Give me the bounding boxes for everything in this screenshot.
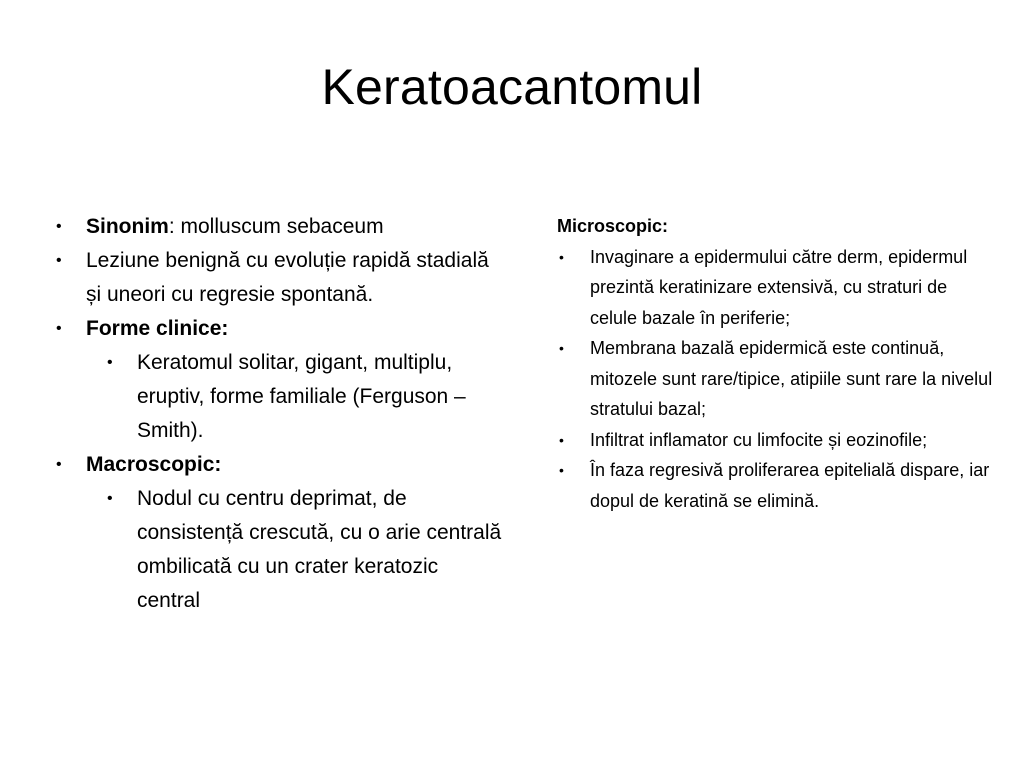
right-bullet-list (557, 211, 997, 516)
microscopic-text: Invaginare a epidermului către derm, epidermul prezintă keratinizare extensivă, cu straturi de celule bazale în periferie; (590, 246, 968, 328)
synonym-text: : molluscum sebaceum (168, 215, 384, 238)
bullet-item-description (52, 244, 502, 312)
nodule-text: Nodul cu centru deprimat, de consistență crescută, cu o arie centrală ombilicată cu un crater keratozic central (137, 487, 502, 612)
bullet-icon: • (56, 320, 62, 337)
microscopic-heading: Microscopic: (557, 216, 669, 236)
bullet-item-synonym (52, 210, 502, 244)
bullet-icon: • (107, 490, 113, 507)
bullet-icon: • (56, 252, 62, 269)
description-text: Leziune benignă cu evoluție rapidă stadială și uneori cu regresie spontană. (86, 249, 489, 306)
left-bullet-list (52, 210, 502, 618)
sub-bullet-item-nodule (52, 482, 502, 618)
microscopic-item (557, 425, 997, 456)
microscopic-text: Membrana bazală epidermică este continuă, mitozele sunt rare/tipice, atipiile sunt rare la nivelul stratului bazal; (590, 338, 993, 419)
microscopic-item (557, 242, 997, 334)
slide-title: Keratoacantomul (321, 59, 703, 115)
bullet-icon: • (559, 340, 564, 356)
microscopic-item (557, 333, 997, 425)
forms-text: Keratomul solitar, gigant, multiplu, eruptiv, forme familiale (Ferguson – Smith). (137, 351, 466, 442)
bullet-icon: • (559, 462, 564, 478)
bullet-icon: • (107, 354, 113, 371)
bullet-icon: • (559, 248, 564, 265)
microscopic-item (557, 455, 997, 516)
sub-bullet-item-forms (52, 346, 502, 448)
bullet-icon: • (56, 456, 62, 473)
bullet-item-clinical-forms (52, 312, 502, 346)
bullet-icon: • (56, 218, 62, 235)
clinical-forms-label: Forme clinice: (86, 317, 229, 340)
microscopic-text: În faza regresivă proliferarea epitelială dispare, iar dopul de keratină se elimină. (590, 460, 990, 511)
macroscopic-label: Macroscopic: (86, 453, 222, 476)
bullet-item-macroscopic (52, 448, 502, 482)
bullet-icon: • (559, 431, 564, 448)
synonym-label: Sinonim (86, 215, 169, 238)
microscopic-text: Infiltrat inflamator cu limfocite și eozinofile; (590, 429, 928, 450)
